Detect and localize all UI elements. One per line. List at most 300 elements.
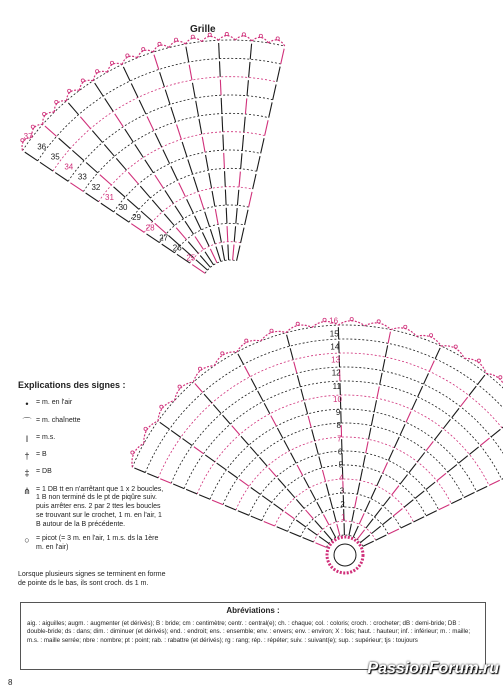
lower-fan-row-label: 1	[341, 512, 346, 522]
upper-fan-stitch	[261, 138, 264, 153]
lower-fan-stitch	[388, 529, 399, 534]
lower-fan-stitch	[195, 384, 203, 393]
upper-fan-stitch	[202, 232, 209, 246]
upper-fan-stitch	[115, 114, 124, 127]
lower-fan-stitch	[323, 514, 329, 525]
lower-fan-stitch	[409, 463, 416, 472]
slip-stitch-icon: ⌒	[22, 416, 32, 427]
upper-fan-stitch	[68, 103, 78, 115]
legend-note: Lorsque plusieurs signes se terminent en forme de pointe ds le bas, ils sont croch. ds 1 m.	[18, 570, 166, 587]
upper-fan-stitch	[155, 175, 164, 188]
upper-fan-stitch	[72, 150, 84, 160]
upper-fan-picot	[276, 37, 279, 40]
upper-fan-stitch	[195, 216, 202, 230]
upper-fan-row-label: 30	[118, 203, 128, 213]
upper-fan-stitch	[237, 246, 240, 261]
upper-fan-stitch	[244, 117, 245, 133]
chain-stitch-icon: •	[25, 399, 29, 410]
lower-fan-stitch	[319, 457, 322, 469]
upper-fan-stitch	[221, 98, 222, 114]
upper-fan-stitch	[95, 83, 104, 96]
lower-fan-stitch	[353, 526, 358, 537]
upper-fan-stitch	[195, 237, 204, 250]
upper-fan-stitch	[45, 126, 57, 136]
upper-fan-stitch	[147, 234, 160, 243]
upper-fan-stitch	[165, 190, 174, 203]
upper-fan-stitch	[281, 49, 284, 64]
double-treble-icon: ‡	[24, 468, 30, 479]
lower-fan-row-label: 11	[332, 381, 341, 391]
upper-fan-stitch	[237, 190, 238, 206]
upper-fan-stitch	[222, 245, 225, 260]
upper-fan-picot	[55, 100, 58, 103]
upper-fan-stitch	[225, 190, 226, 206]
upper-fan-row-label: 28	[145, 223, 155, 233]
lower-fan-stitch	[287, 335, 290, 347]
lower-fan-stitch	[287, 489, 295, 498]
upper-fan-stitch	[210, 229, 215, 244]
lower-fan-row-label: 12	[331, 368, 341, 378]
page-number: 8	[8, 678, 13, 687]
lower-fan-stitch	[357, 530, 364, 539]
lower-fan-stitch	[315, 443, 318, 455]
lower-fan-stitch	[251, 516, 262, 521]
lower-fan-stitch	[278, 478, 286, 487]
lower-fan-stitch	[426, 511, 437, 516]
lower-fan-stitch	[337, 524, 340, 536]
lower-fan-stitch	[290, 348, 293, 360]
upper-fan-stitch	[202, 137, 205, 152]
watermark: PassionForum.ru	[367, 660, 499, 677]
upper-fan-stitch	[192, 83, 195, 98]
upper-fan-picot	[158, 42, 161, 45]
upper-fan-stitch	[92, 131, 102, 143]
lower-fan-row-label: 3	[339, 486, 345, 496]
upper-fan-picot	[174, 38, 177, 41]
upper-fan-stitch	[176, 228, 186, 240]
lower-fan-stitch	[413, 517, 424, 522]
picot-icon: ○	[24, 535, 30, 546]
legend-item	[18, 451, 168, 462]
upper-fan-stitch	[25, 152, 38, 161]
lower-fan-stitch	[366, 441, 368, 453]
abbreviations-title: Abréviations :	[226, 606, 280, 615]
lower-fan-stitch	[400, 475, 407, 484]
lower-fan-stitch	[439, 505, 450, 510]
upper-fan-row-label: 37	[23, 132, 33, 142]
upper-fan-row-label: 35	[50, 152, 60, 162]
upper-fan-stitch	[228, 244, 229, 260]
lower-fan-row-arc	[132, 325, 503, 470]
upper-fan-stitch	[225, 171, 226, 187]
lower-fan-stitch	[319, 536, 329, 543]
lower-fan-picot	[178, 385, 181, 388]
upper-fan-stitch	[116, 213, 129, 222]
lower-fan-stitch	[312, 429, 315, 441]
lower-fan-picot	[477, 359, 480, 362]
lower-fan-stitch	[406, 412, 411, 423]
lower-fan-stitch	[376, 535, 387, 540]
upper-fan-picot	[259, 34, 262, 37]
legend-item	[18, 535, 168, 553]
lower-fan-stitch	[310, 490, 316, 501]
upper-fan-stitch	[216, 247, 221, 262]
upper-fan-stitch	[165, 90, 170, 105]
lower-fan-stitch	[213, 405, 221, 414]
lower-fan-stitch	[330, 527, 336, 538]
lower-fan-row-label: 7	[337, 434, 342, 444]
upper-fan-stitch	[139, 100, 146, 114]
lower-fan-row-label: 16	[329, 316, 339, 326]
lower-fan-row-label: 2	[340, 499, 345, 509]
upper-fan-stitch	[199, 119, 202, 134]
lower-fan-stitch	[394, 437, 399, 448]
upper-fan-stitch	[247, 80, 248, 96]
lower-fan-stitch	[308, 528, 318, 535]
lower-fan-stitch	[469, 447, 478, 454]
lower-fan-stitch	[388, 332, 390, 344]
lower-fan-stitch	[452, 408, 459, 417]
lower-fan-stitch	[171, 430, 181, 437]
lower-fan-stitch	[315, 520, 323, 529]
lower-fan-stitch	[212, 500, 223, 505]
upper-fan-stitch	[234, 226, 235, 242]
lower-fan-stitch	[363, 541, 374, 546]
upper-fan-stitch	[205, 212, 210, 227]
lower-fan-stitch	[297, 375, 300, 387]
upper-fan-stitch	[80, 117, 90, 129]
lower-fan-stitch	[324, 531, 332, 540]
lower-fan-stitch	[304, 477, 310, 488]
lower-fan-scallop	[391, 328, 417, 337]
upper-fan-stitch	[101, 203, 114, 212]
lower-fan-stitch	[241, 436, 249, 445]
upper-fan-row-label: 29	[132, 213, 142, 223]
starting-ring-inner	[334, 544, 356, 566]
lower-fan-stitch	[271, 416, 277, 427]
cluster-stitch-icon: ⋔	[23, 485, 31, 496]
lower-fan-row-label: 5	[338, 460, 343, 470]
lower-fan-picot	[245, 339, 248, 342]
upper-fan-stitch	[154, 55, 159, 70]
upper-fan-stitch	[55, 173, 68, 182]
upper-fan-picot	[68, 89, 71, 92]
upper-fan-stitch	[227, 226, 228, 242]
lower-fan-scallop	[286, 325, 312, 333]
upper-fan-stitch	[104, 145, 114, 157]
upper-fan-picot	[225, 32, 228, 35]
upper-fan-picot	[142, 48, 145, 51]
upper-fan-stitch	[105, 98, 114, 111]
upper-fan-stitch	[253, 174, 256, 189]
upper-fan-picot	[43, 112, 46, 115]
lower-fan-stitch	[322, 470, 325, 482]
upper-fan-stitch	[116, 158, 126, 170]
lower-fan-stitch	[305, 402, 308, 414]
lower-fan-stitch	[352, 510, 354, 522]
lower-fan-stitch	[277, 527, 288, 532]
upper-fan-stitch	[249, 62, 250, 78]
lower-fan-stitch	[464, 492, 475, 497]
lower-fan-stitch	[294, 362, 297, 374]
upper-fan-stitch	[224, 153, 225, 169]
upper-fan-stitch	[239, 172, 240, 188]
upper-fan-stitch	[131, 224, 144, 233]
lower-fan-stitch	[291, 453, 297, 464]
upper-fan-stitch	[127, 199, 139, 209]
lower-fan-stitch	[284, 440, 290, 451]
upper-fan-stitch	[250, 44, 251, 60]
upper-fan-stitch	[233, 245, 234, 261]
upper-fan-row-label: 27	[159, 233, 169, 243]
lower-fan-stitch	[301, 389, 304, 401]
lower-fan-stitch	[459, 456, 468, 463]
upper-fan-row-arc	[22, 40, 284, 151]
lower-fan-stitch	[392, 486, 399, 495]
lower-fan-stitch	[258, 391, 264, 402]
lower-fan-stitch	[435, 430, 442, 439]
lower-fan-stitch	[296, 499, 304, 508]
upper-fan-stitch	[257, 156, 260, 171]
lower-fan-stitch	[359, 513, 364, 524]
upper-fan-picot	[31, 125, 34, 128]
upper-fan-stitch	[59, 138, 71, 148]
lower-fan-stitch	[451, 498, 462, 503]
lower-fan-stitch	[238, 511, 249, 516]
lower-fan-stitch	[349, 524, 351, 536]
lower-fan-stitch	[244, 366, 250, 377]
lower-fan-row-label: 13	[331, 355, 340, 365]
lower-fan-stitch	[383, 462, 388, 473]
lower-fan-picot	[454, 345, 457, 348]
legend-heading: Explications des signes :	[18, 380, 126, 390]
lower-fan-stitch	[366, 519, 373, 528]
lower-fan-stitch	[382, 517, 391, 524]
lower-fan-stitch	[264, 521, 275, 526]
lower-fan-row-label: 6	[337, 447, 343, 457]
upper-fan-stitch	[70, 183, 83, 192]
lower-fan-stitch	[316, 543, 327, 548]
lower-fan-row-label: 8	[336, 421, 341, 431]
lower-fan-stitch	[426, 482, 435, 489]
upper-fan-stitch	[177, 125, 182, 140]
lower-fan-stitch	[371, 526, 380, 533]
legend-item	[18, 486, 168, 530]
lower-fan-stitch	[297, 465, 303, 476]
lower-fan-stitch	[418, 386, 423, 397]
legend-item	[18, 417, 168, 428]
upper-fan-stitch	[135, 144, 144, 157]
upper-fan-stitch	[152, 200, 162, 212]
upper-fan-stitch	[241, 153, 242, 169]
upper-fan-stitch	[206, 155, 209, 170]
legend-item	[18, 434, 168, 445]
lower-fan-stitch	[429, 361, 434, 372]
lower-fan-stitch	[363, 455, 365, 467]
lower-fan-picot	[296, 322, 299, 325]
lower-fan-stitch	[385, 345, 387, 357]
lower-fan-stitch	[182, 439, 192, 446]
legend-text: = m. chaînette	[36, 416, 81, 424]
lower-fan-stitch	[239, 479, 249, 486]
lower-fan-picot	[499, 376, 502, 379]
legend	[18, 380, 168, 588]
lower-fan-stitch	[424, 373, 429, 384]
lower-fan-stitch	[251, 488, 261, 495]
lower-fan-stitch	[223, 415, 231, 424]
lower-fan-picot	[270, 329, 273, 332]
legend-text: = m.s.	[36, 433, 56, 441]
lower-fan-stitch	[401, 523, 412, 528]
upper-fan-stitch	[171, 107, 176, 122]
lower-fan-stitch	[377, 475, 382, 486]
lower-fan-stitch	[194, 447, 204, 454]
upper-fan-stitch	[141, 211, 153, 221]
upper-fan-stitch	[155, 133, 162, 147]
lower-fan-stitch	[417, 452, 424, 461]
lower-fan-stitch	[277, 428, 283, 439]
lower-fan-stitch	[186, 489, 197, 494]
lower-fan-stitch	[264, 403, 270, 414]
lower-fan-picot	[404, 325, 407, 328]
upper-fan-stitch	[123, 67, 130, 81]
lower-fan-stitch	[296, 520, 306, 527]
lower-fan-stitch	[250, 447, 258, 456]
legend-text: = DB	[36, 468, 52, 476]
upper-fan-stitch	[86, 193, 99, 202]
lower-fan-stitch	[274, 504, 284, 511]
upper-fan-scallop	[122, 56, 137, 64]
lower-fan-stitch	[491, 429, 500, 436]
lower-fan-row-label: 10	[333, 394, 342, 404]
lower-fan-stitch	[400, 424, 405, 435]
upper-fan-stitch	[100, 175, 112, 185]
lower-fan-stitch	[412, 399, 417, 410]
upper-fan-row-label: 36	[37, 142, 47, 152]
lower-fan-stitch	[308, 416, 311, 428]
legend-text: = 1 DB tt en n'arrêtant que 1 x 2 boucles, 1 B non terminé ds le pt de piqûre suiv. puis arrêter ens. 2 par 2 ttes les boucles se trouvant sur le crochet, 1 m. en l'air, 1 B autour de la B précédente.	[36, 485, 164, 528]
upper-fan-stitch	[182, 142, 187, 157]
upper-fan-row-label: 33	[77, 172, 87, 182]
legend-item	[18, 399, 168, 410]
lower-fan-stitch	[228, 471, 238, 478]
lower-fan-stitch	[357, 483, 359, 495]
upper-fan-stitch	[193, 177, 198, 192]
lower-fan-stitch	[333, 511, 336, 523]
lower-fan-stitch	[259, 457, 267, 466]
upper-fan-stitch	[219, 227, 222, 242]
lower-fan-stitch	[388, 450, 393, 461]
upper-fan-picot	[126, 54, 129, 57]
lower-fan-stitch	[435, 348, 440, 359]
upper-fan-stitch	[175, 206, 184, 219]
lower-fan-stitch	[480, 438, 489, 445]
upper-fan-stitch	[86, 163, 98, 173]
upper-fan-stitch	[273, 85, 276, 100]
upper-fan-stitch	[222, 116, 223, 132]
lower-fan-stitch	[303, 537, 314, 542]
lower-fan-stitch	[262, 496, 272, 503]
lower-fan-stitch	[205, 455, 215, 462]
lower-fan-stitch	[371, 414, 373, 426]
lower-fan-stitch	[382, 359, 384, 371]
lower-fan-picot	[221, 352, 224, 355]
lower-fan-stitch	[360, 469, 362, 481]
upper-fan-stitch	[128, 172, 138, 184]
lower-fan-stitch	[306, 510, 314, 519]
upper-fan-stitch	[189, 65, 192, 80]
lower-fan-stitch	[290, 532, 301, 537]
upper-fan-stitch	[209, 173, 212, 188]
diagram-title: Grille	[190, 24, 216, 35]
upper-fan-picot	[81, 79, 84, 82]
upper-fan-stitch	[212, 191, 215, 206]
lower-fan-row-label: 15	[329, 329, 339, 339]
upper-fan-stitch	[196, 101, 199, 116]
upper-fan-stitch	[40, 162, 53, 171]
lower-fan-stitch	[460, 397, 467, 406]
upper-fan-scallop	[252, 37, 269, 43]
upper-fan-stitch	[220, 80, 221, 96]
lower-fan-stitch	[489, 480, 500, 485]
abbreviations-text: aig. : aiguilles; augm. : augmenter (et dérivés); B : bride; cm : centimètre; centr. : central(e); ch. : chaque; col. : coloris; croch. : crocheter; dB : demi-bride; DB : double-bride; ds : dans; dim. : diminuer (et dérivés); end. : endroit; ens. : ensemble; env. : envers; env. : environ; X : fois; haut. : hauteur; inf. : inférieur; m. : maille; m.s. : maille serrée; nbre : nombre; pt : point; rab. : rabattre (et dérivés); rg : rang; rép. : répéter; suiv. : suivant(e); sup. : supérieur; tjs : toujours	[27, 619, 471, 644]
lower-fan-stitch	[404, 500, 413, 507]
lower-fan-stitch	[377, 387, 379, 399]
upper-fan-row-label: 34	[64, 162, 74, 172]
lower-fan-row-label: 14	[330, 342, 340, 352]
lower-fan-stitch	[330, 497, 333, 509]
lower-fan-stitch	[199, 495, 210, 500]
upper-fan-row-label: 25	[186, 253, 196, 263]
upper-fan-stitch	[171, 166, 178, 180]
upper-fan-stitch	[163, 150, 170, 164]
lower-fan-row-arc	[158, 353, 503, 478]
upper-fan-scallop	[185, 38, 201, 44]
lower-fan-stitch	[371, 488, 376, 499]
upper-fan-stitch	[249, 192, 252, 207]
upper-fan-stitch	[223, 135, 224, 151]
legend-item	[18, 468, 168, 479]
legend-text: = B	[36, 451, 47, 458]
lower-fan-stitch	[225, 505, 236, 510]
upper-fan-row-label: 32	[91, 182, 101, 192]
lower-fan-stitch	[251, 379, 257, 390]
upper-fan-stitch	[241, 228, 244, 243]
lower-fan-stitch	[426, 441, 433, 450]
upper-fan-row-label: 26	[172, 243, 182, 253]
upper-fan-stitch	[236, 208, 237, 224]
lower-fan-stitch	[365, 501, 370, 512]
upper-fan-stitch	[147, 117, 154, 131]
lower-fan-stitch	[317, 502, 323, 513]
lower-fan-stitch	[448, 465, 457, 472]
lower-fan-stitch	[415, 491, 424, 498]
lower-fan-stitch	[217, 463, 227, 470]
upper-fan-stitch	[187, 199, 194, 213]
upper-fan-stitch	[188, 242, 198, 254]
upper-fan-stitch	[219, 43, 220, 59]
lower-fan-stitch	[355, 496, 357, 508]
treble-icon: †	[24, 451, 30, 461]
upper-fan-stitch	[155, 223, 167, 233]
lower-fan-stitch	[393, 509, 402, 516]
lower-fan-stitch	[469, 386, 476, 395]
lower-fan-stitch	[232, 426, 240, 435]
upper-fan-stitch	[179, 183, 186, 197]
upper-fan-stitch	[226, 208, 227, 224]
legend-text: = m. en l'air	[36, 399, 73, 407]
upper-fan-stitch	[269, 102, 272, 117]
